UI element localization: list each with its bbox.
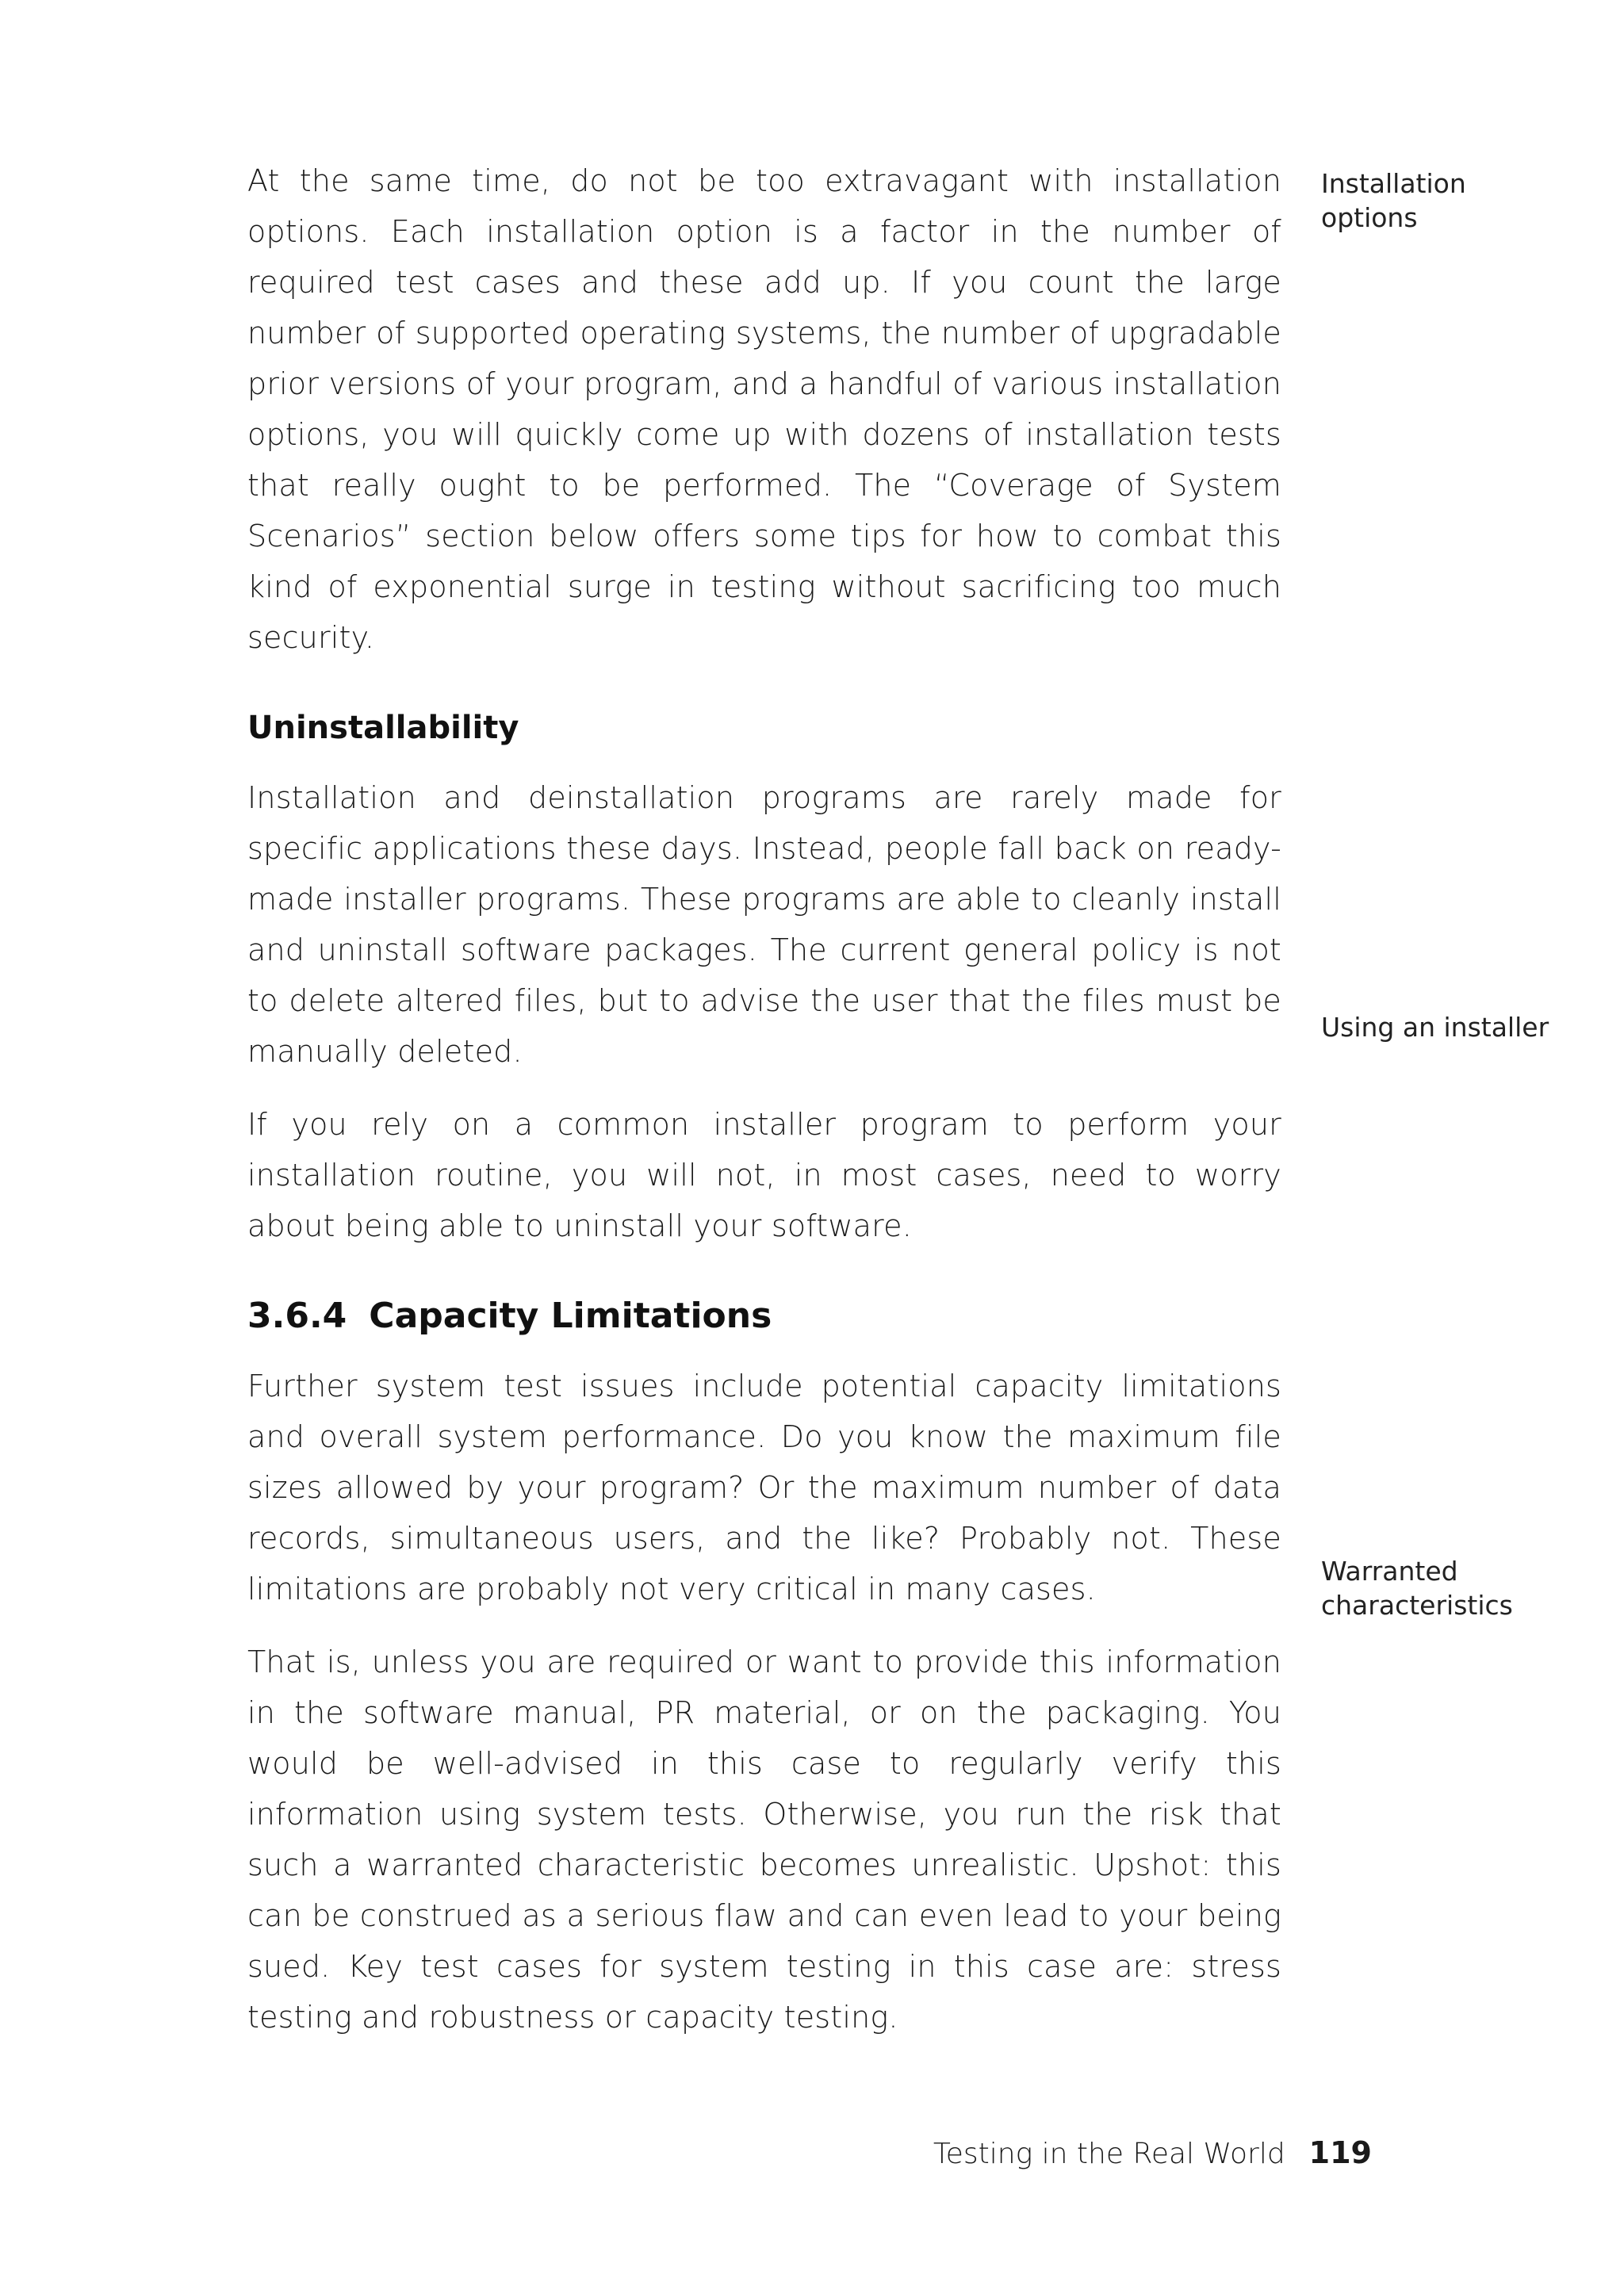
paragraph-warranted-characteristics: That is, unless you are required or want to provide this information in the software manual, PR material, or on the packaging. You would be well-advised in this case to regularly verify this information using system tests. Otherwise, you run the risk that such a warranted characteristic becomes unrealistic. Upshot: this can be construed as a serious flaw and can even lead to your being sued. Key test cases for system testing in this case are: stress testing and robustness or capacity testing.	[247, 1644, 1281, 2035]
page-number: 119	[1308, 2135, 1372, 2170]
section-title: Capacity Limitations	[369, 1296, 772, 1336]
paragraph-using-installer: If you rely on a common installer program to perform your installation routine, you will not, in most cases, need to worry about being able to uninstall your software.	[247, 1107, 1281, 1243]
page-footer	[872, 2133, 1372, 2174]
footer-book-title: Testing in the Real World	[933, 2138, 1285, 2170]
margin-note-using-installer: Using an installer	[1321, 1012, 1549, 1043]
paragraph-installation-options: At the same time, do not be too extravagant with installation options. Each installation option is a factor in the number of required test cases and these add up. If you count the large number of supported operating systems, the number of upgradable prior versions of your program, and a handful of various installation options, you will quickly come up with dozens of installation tests that really ought to be performed. The “Coverage of System Scenarios” section below offers some tips for how to combat this kind of exponential surge in testing without sacrificing too much security.	[247, 163, 1281, 655]
main-text-column	[247, 155, 1281, 2043]
margin-note-warranted-characteristics: Warranted characteristics	[1321, 1556, 1513, 1621]
heading-uninstallability: Uninstallability	[247, 710, 519, 746]
section-number: 3.6.4	[247, 1296, 347, 1336]
paragraph-capacity-limitations: Further system test issues include potential capacity limitations and overall system performance. Do you know the maximum file sizes allowed by your program? Or the maximum number of data records, simultaneous users, and the like? Probably not. These limitations are probably not very critical in many cases.	[247, 1369, 1281, 1606]
paragraph-installer-programs: Installation and deinstallation programs are rarely made for specific applications these days. Instead, people fall back on ready-made installer programs. These programs are able to cleanly install and uninstall software packages. The current general policy is not to delete altered files, but to advise the user that the files must be manually deleted.	[247, 780, 1281, 1069]
margin-note-installation-options: Installation options	[1321, 168, 1466, 233]
section-heading	[247, 1291, 1281, 1342]
